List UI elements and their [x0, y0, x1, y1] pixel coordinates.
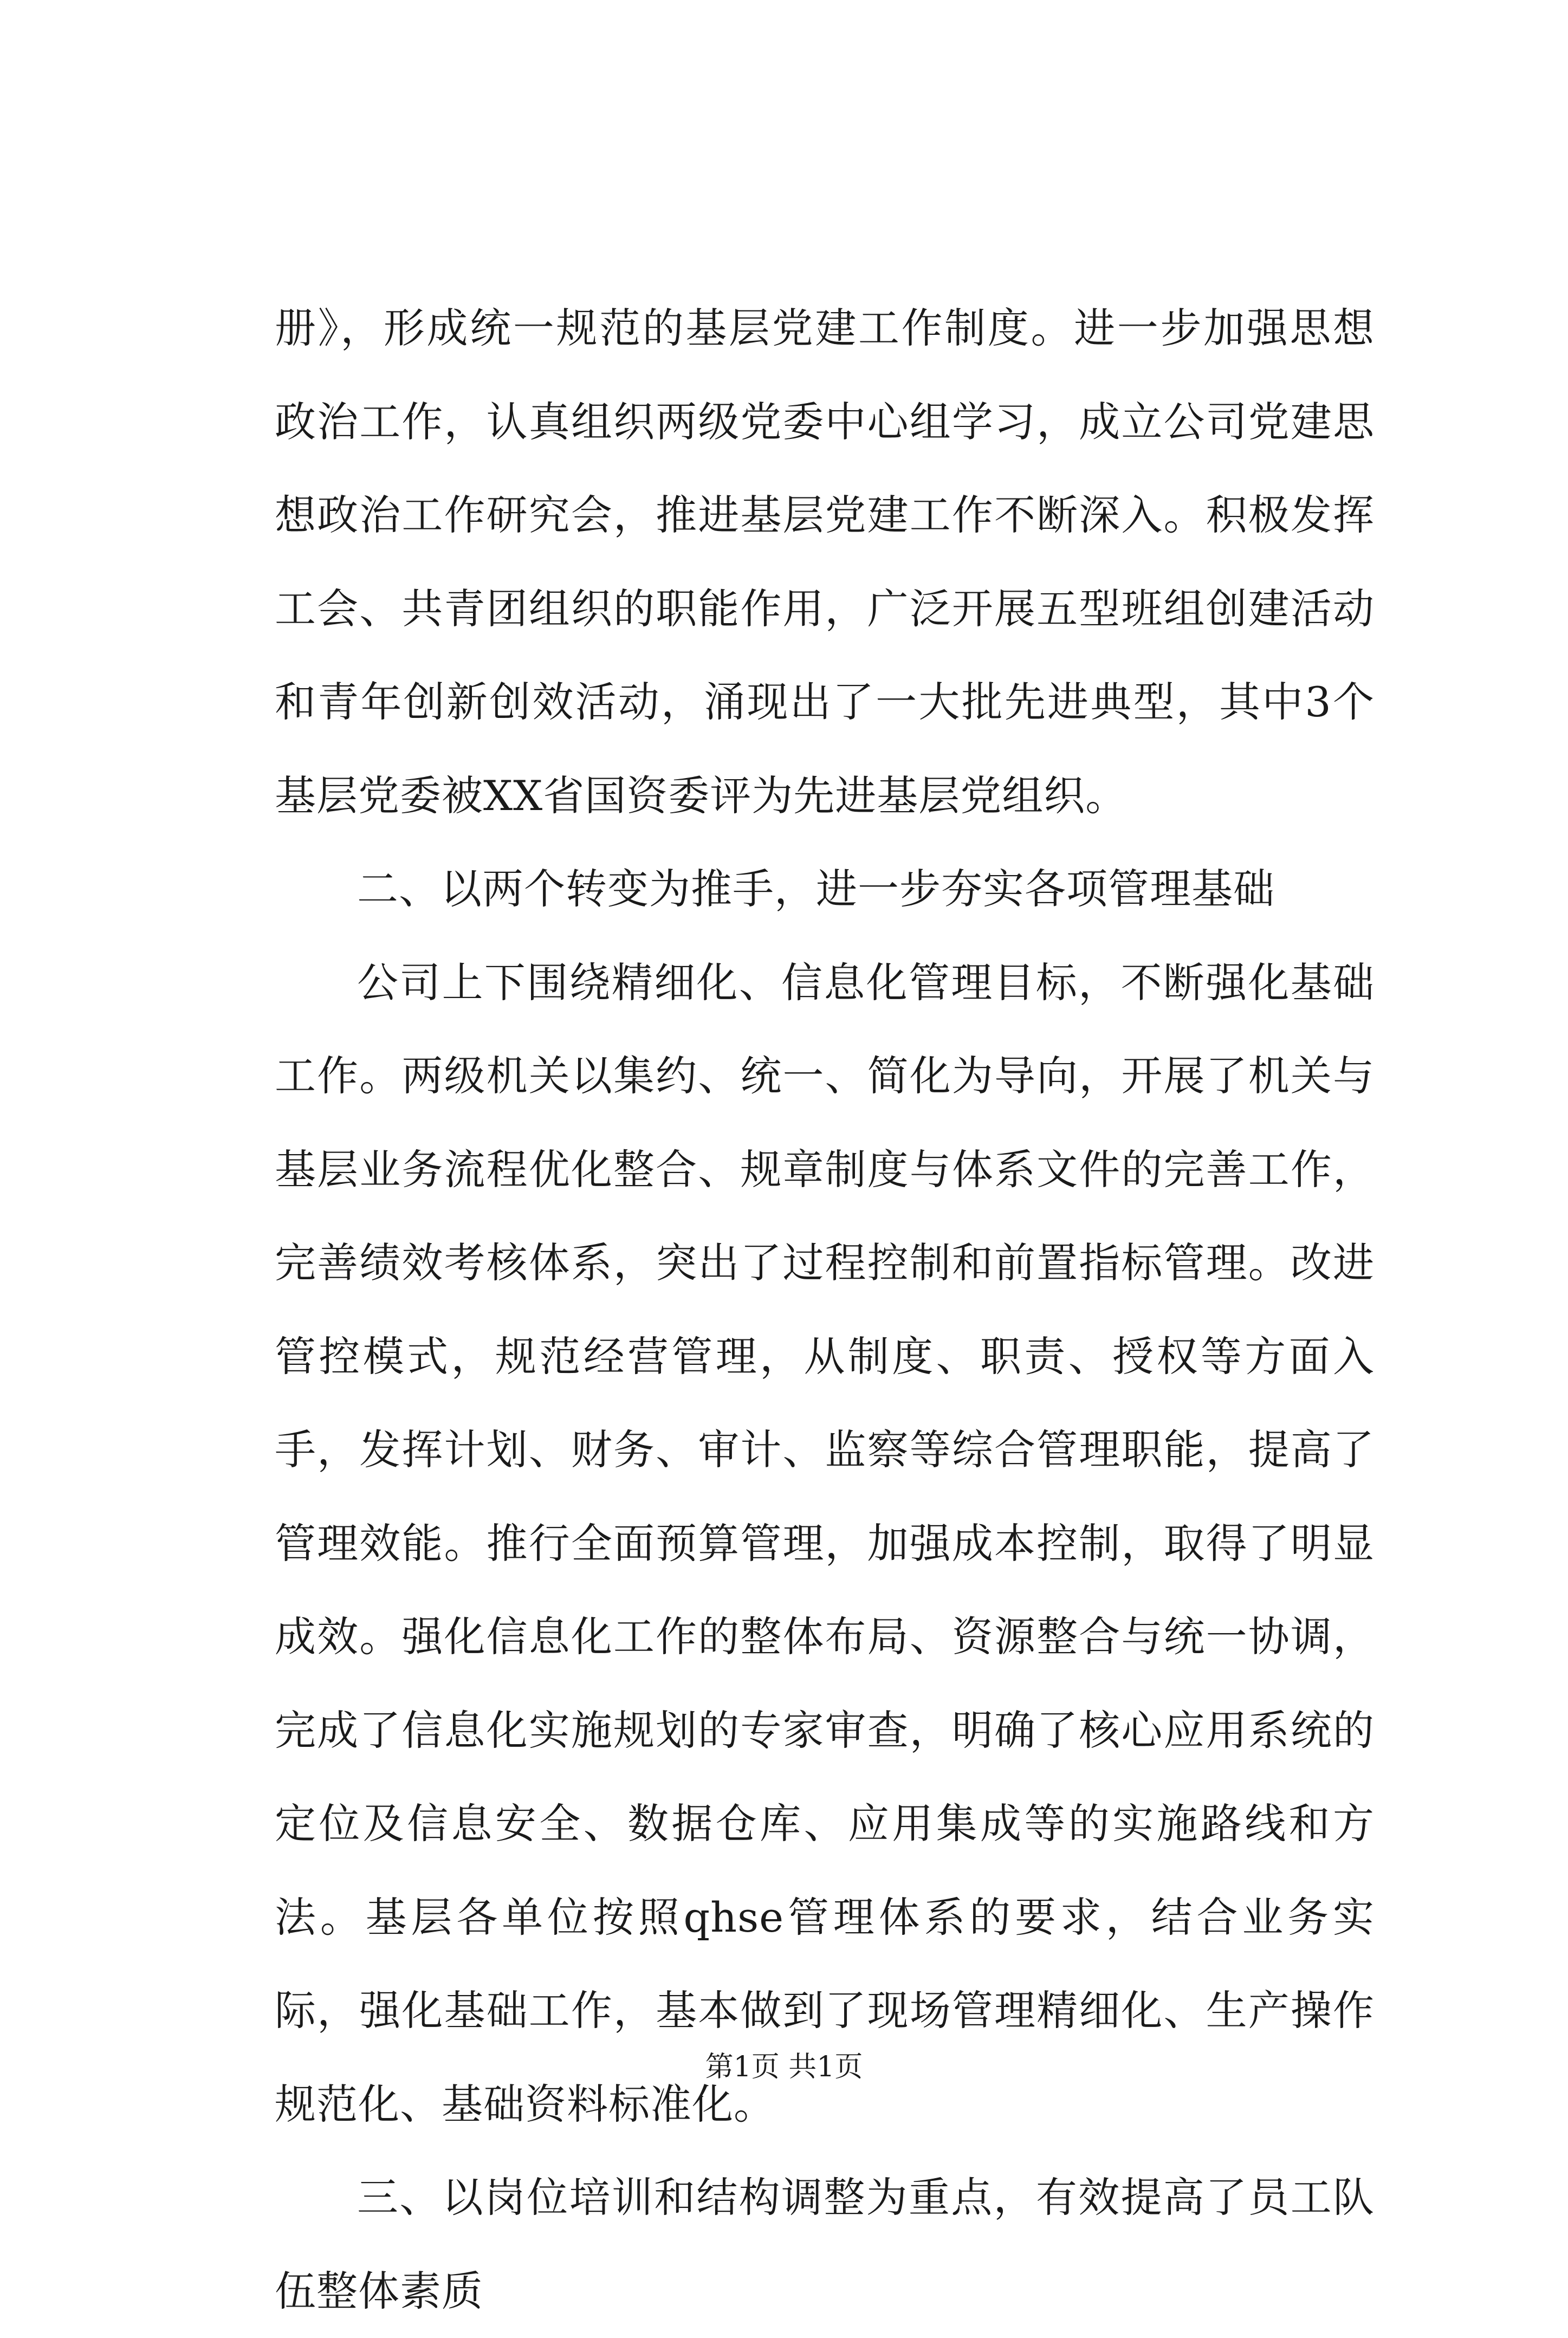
section-heading-three: 三、以岗位培训和结构调整为重点，有效提高了员工队伍整体素质	[275, 2173, 1375, 2315]
document-body	[275, 282, 1375, 2338]
page-footer: 第1页 共1页	[705, 2051, 863, 2083]
section-heading-two: 二、以两个转变为推手，进一步夯实各项管理基础	[357, 865, 1275, 913]
paragraph-intro: 册》，形成统一规范的基层党建工作制度。进一步加强思想政治工作，认真组织两级党委中心组学习，成立公司党建思想政治工作研究会，推进基层党建工作不断深入。积极发挥工会、共青团组织的职能作用，广泛开展五型班组创建活动和青年创新创效活动，涌现出了一大批先进典型，其中3个基层党委被XX省国资委评为先进基层党组织。	[275, 304, 1375, 820]
paragraph-management: 公司上下围绕精细化、信息化管理目标，不断强化基础工作。两级机关以集约、统一、简化为导向，开展了机关与基层业务流程优化整合、规章制度与体系文件的完善工作，完善绩效考核体系，突出了过程控制和前置指标管理。改进管控模式，规范经营管理，从制度、职责、授权等方面入手，发挥计划、财务、审计、监察等综合管理职能，提高了管理效能。推行全面预算管理，加强成本控制，取得了明显成效。强化信息化工作的整体布局、资源整合与统一协调，完成了信息化实施规划的专家审查，明确了核心应用系统的定位及信息安全、数据仓库、应用集成等的实施路线和方法。基层各单位按照qhse管理体系的要求，结合业务实际，强化基础工作，基本做到了现场管理精细化、生产操作规范化、基础资料标准化。	[275, 958, 1375, 2128]
